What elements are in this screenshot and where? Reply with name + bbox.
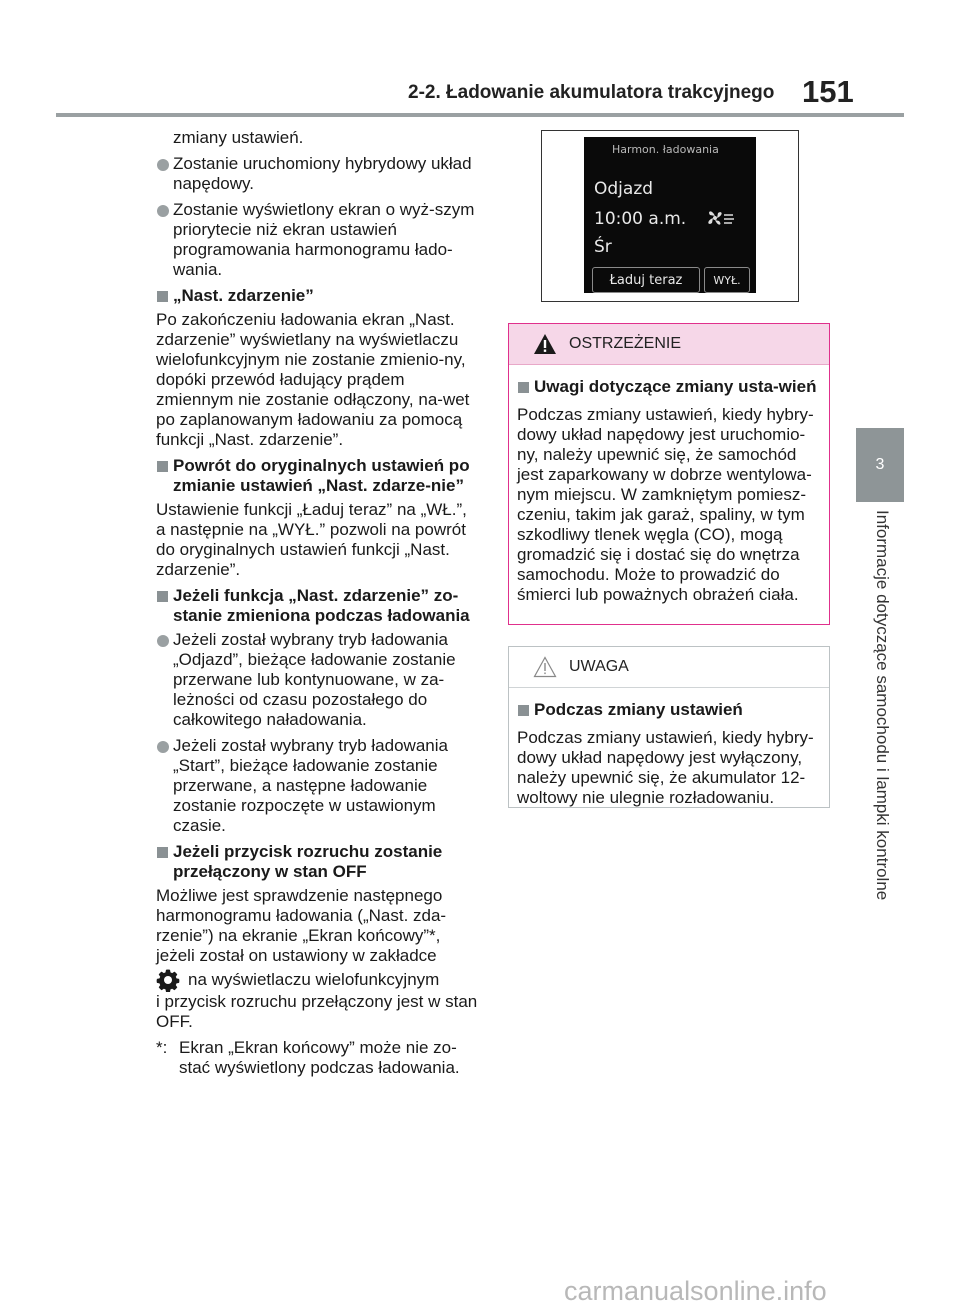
footnote-text: Ekran „Ekran końcowy” może nie zo-stać wyświetlony podczas ładowania. <box>179 1038 460 1077</box>
notice-label: UWAGA <box>569 658 629 675</box>
air-conditioning-icon <box>706 207 736 229</box>
square-bullet-icon <box>157 461 168 472</box>
caution-triangle-icon <box>533 656 557 678</box>
warning-body <box>509 365 829 605</box>
list-item: Zostanie wyświetlony ekran o wyż-szym priorytecie niż ekran ustawień programowania harmonogramu łado-wania. <box>156 200 480 280</box>
chapter-title-vertical: Informacje dotyczące samochodu i lampki kontrolne <box>873 510 892 901</box>
off-button[interactable]: WYŁ. <box>704 267 750 293</box>
paragraph: Ustawienie funkcji „Ładuj teraz” na „WŁ.”, a następnie na „WYŁ.” pozwoli na powrót do oryginalnych ustawień funkcji „Nast. zdarzenie”. <box>156 500 467 579</box>
bullet-dot-icon <box>157 205 169 217</box>
screen-mode: Odjazd <box>594 179 654 199</box>
chapter-tab[interactable] <box>856 428 904 502</box>
footnote-mark: *: <box>156 1038 168 1057</box>
list-item: Jeżeli został wybrany tryb ładowania „Odjazd”, bieżące ładowanie zostanie przerwane lub kontynuowane, w za-leżności od czasu pozostałego do całkowitego naładowania. <box>156 630 480 730</box>
charge-now-button[interactable]: Ładuj teraz <box>592 267 700 293</box>
left-column <box>156 128 480 1078</box>
bullet-dot-icon <box>157 635 169 647</box>
square-bullet-icon <box>157 847 168 858</box>
bullet-dot-icon <box>157 159 169 171</box>
warning-text: Podczas zmiany ustawień, kiedy hybry-dowy układ napędowy jest uruchomio-ny, należy upewnić się, że samochód jest zaparkowany w dobrze wentylowa-nym miejscu. W zamkniętym pomiesz-czeniu, takim jak garaż, spaliny, w tym szkodliwy tlenek węgla (CO), mogą gromadzić się i dostać się do wnętrza samochodu. Może to prowadzić do śmierci lub poważnych obrażeń ciała. <box>517 405 814 604</box>
warning-box <box>508 323 830 625</box>
square-bullet-icon <box>157 291 168 302</box>
watermark[interactable]: carmanualsonline.info <box>564 1276 827 1306</box>
screen-title: Harmon. ładowania <box>612 143 719 156</box>
gear-icon <box>156 968 180 992</box>
chapter-number: 3 <box>875 456 885 473</box>
list-item: Jeżeli został wybrany tryb ładowania „Start”, bieżące ładowanie zostanie przerwane, a następne ładowanie zostanie rozpoczęte w ustawionym czasie. <box>156 736 480 836</box>
header-section-title: 2-2. Ładowanie akumulatora trakcyjnego <box>408 82 775 103</box>
square-bullet-icon <box>518 705 529 716</box>
screen-day: Śr <box>594 237 612 257</box>
square-bullet-icon <box>518 382 529 393</box>
header-divider <box>56 113 904 117</box>
footnote <box>156 1038 480 1078</box>
page-number: 151 <box>802 74 854 109</box>
warning-header <box>509 324 829 365</box>
screen-time: 10:00 a.m. <box>594 209 687 229</box>
warning-heading: Uwagi dotyczące zmiany usta-wień <box>517 377 821 397</box>
bullet-dot-icon <box>157 741 169 753</box>
notice-heading: Podczas zmiany ustawień <box>517 700 821 720</box>
section-heading: Jeżeli przycisk rozruchu zostanie przełączony w stan OFF <box>156 842 480 882</box>
notice-text: Podczas zmiany ustawień, kiedy hybry-dowy układ napędowy jest wyłączony, należy upewnić się, że akumulator 12-woltowy nie ulegnie rozładowaniu. <box>517 728 814 807</box>
gear-line <box>156 968 480 992</box>
square-bullet-icon <box>157 591 168 602</box>
gear-line-text: na wyświetlaczu wielofunkcyjnym <box>188 970 440 989</box>
screen-illustration <box>541 130 799 302</box>
paragraph: Po zakończeniu ładowania ekran „Nast. zdarzenie” wyświetlany na wyświetlaczu wielofunkcyjnym nie zostanie zmienio-ny, dopóki przewód ładujący prądem zmiennym nie zostanie odłączony, na-wet po zaplanowanym ładowaniu za pomocą funkcji „Nast. zdarzenie”. <box>156 310 470 449</box>
section-heading: Jeżeli funkcja „Nast. zdarzenie” zo-stanie zmieniona podczas ładowania <box>156 586 480 626</box>
intro-continuation: zmiany ustawień. <box>173 128 304 147</box>
display-screen <box>584 137 756 293</box>
notice-header <box>509 647 829 688</box>
section-heading: „Nast. zdarzenie” <box>156 286 480 306</box>
notice-box <box>508 646 830 808</box>
section-heading: Powrót do oryginalnych ustawień po zmianie ustawień „Nast. zdarze-nie” <box>156 456 480 496</box>
paragraph: i przycisk rozruchu przełączony jest w stan OFF. <box>156 992 478 1031</box>
warning-label: OSTRZEŻENIE <box>569 335 682 352</box>
notice-body <box>509 688 829 808</box>
paragraph: Możliwe jest sprawdzenie następnego harmonogramu ładowania („Nast. zda-rzenie”) na ekranie „Ekran końcowy”*, jeżeli został on ustawiony w zakładce <box>156 886 447 965</box>
list-item: Zostanie uruchomiony hybrydowy układ napędowy. <box>156 154 480 194</box>
warning-triangle-icon <box>533 333 557 355</box>
